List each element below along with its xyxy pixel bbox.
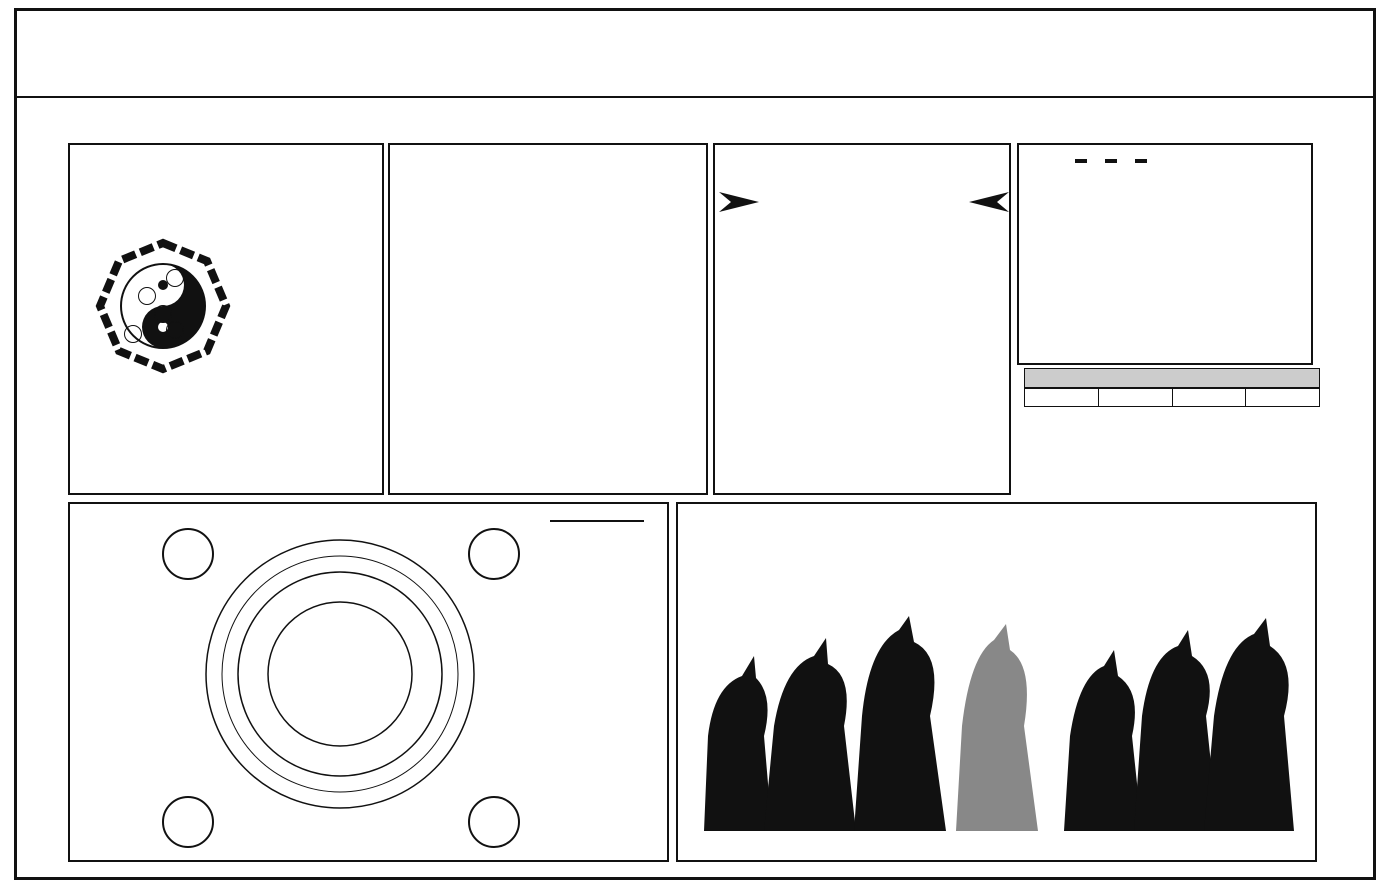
- bagua-digit: [154, 305, 172, 323]
- bagua-digit: [166, 269, 184, 287]
- hot-header: [1246, 389, 1320, 407]
- poem-panel: [388, 143, 708, 495]
- hot-table: [1024, 388, 1320, 407]
- marksix-band-top: [30, 103, 1360, 129]
- bagua-panel: [68, 143, 384, 495]
- bagua-digit: [138, 287, 156, 305]
- bagua-digit: [124, 325, 142, 343]
- horses-image: [694, 616, 1304, 836]
- arrow-decoration: [719, 187, 1009, 217]
- hot-analysis: [1024, 368, 1320, 407]
- hot-header: [1025, 389, 1099, 407]
- abacus-title-char: [1075, 159, 1087, 163]
- abacus-title: [1075, 159, 1147, 163]
- hot-header: [1172, 389, 1246, 407]
- wheel-rings: [202, 536, 478, 812]
- marksix-band-right: [1334, 100, 1366, 870]
- wheel-panel: [68, 502, 669, 862]
- abacus-title-char: [1135, 159, 1147, 163]
- wheel-legend: [550, 520, 644, 522]
- header-divider: [17, 96, 1373, 98]
- bagua-digit: [166, 321, 184, 339]
- abacus-image: [1041, 203, 1299, 287]
- horse-tips-panel: [713, 143, 1011, 495]
- abacus-panel: [1017, 143, 1313, 365]
- hot-title: [1024, 368, 1320, 388]
- hot-header: [1098, 389, 1172, 407]
- abacus-title-char: [1105, 159, 1117, 163]
- horses-panel: [676, 502, 1317, 862]
- hot-header-row: [1025, 389, 1320, 407]
- marksix-band-left: [30, 140, 60, 870]
- number-wheel: [202, 536, 478, 812]
